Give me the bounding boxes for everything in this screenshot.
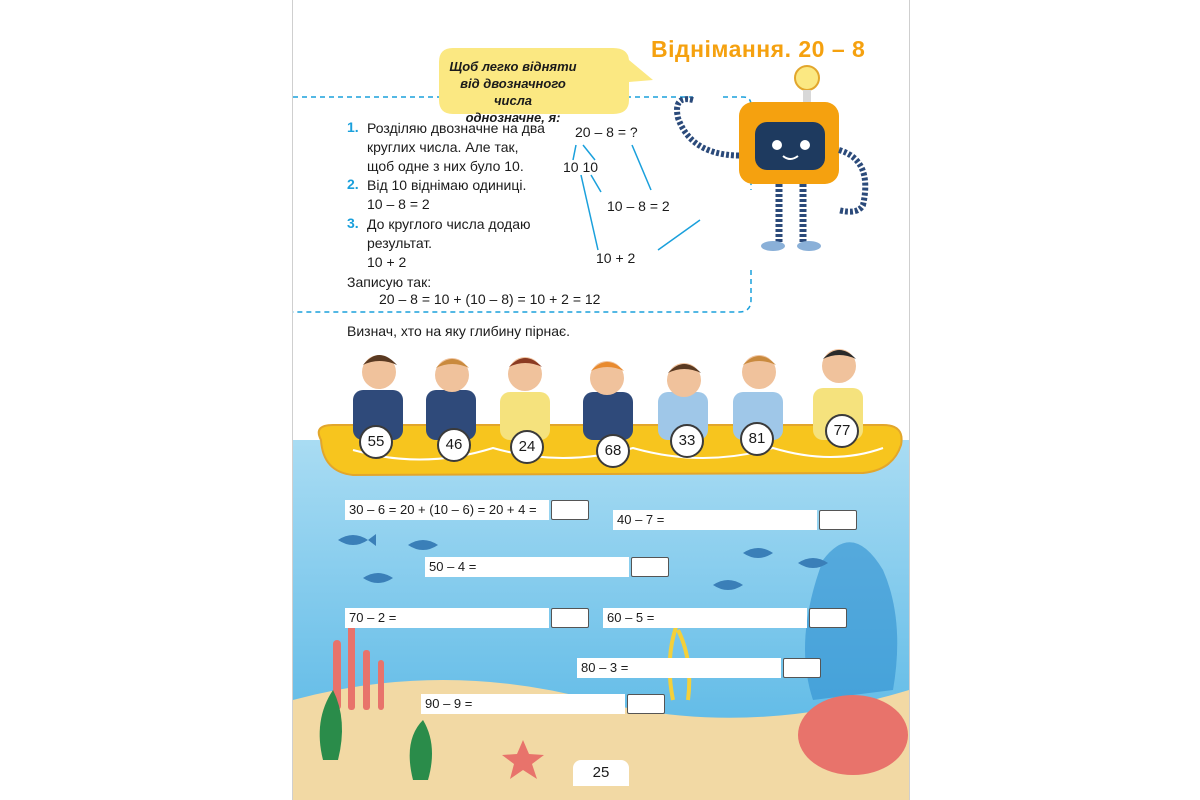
equation-label: 50 – 4 =: [425, 557, 629, 577]
step-line: щоб одне з них було 10.: [367, 158, 524, 174]
step-line: 10 – 8 = 2: [367, 196, 430, 212]
equation-label: 60 – 5 =: [603, 608, 807, 628]
diver-number: 81: [740, 422, 774, 456]
speech-bubble-text: [443, 58, 583, 126]
page-number: 25: [573, 760, 629, 786]
diver-number: 46: [437, 428, 471, 462]
speech-line: від двозначного числа: [460, 76, 566, 108]
diver-number: 68: [596, 434, 630, 468]
answer-box[interactable]: [819, 510, 857, 530]
coral-right: [798, 695, 908, 775]
step-text: [367, 119, 545, 176]
step-number: 3.: [347, 215, 359, 231]
scheme-top: 20 – 8 = ?: [575, 124, 638, 140]
diver-number: 24: [510, 430, 544, 464]
equation-label: 70 – 2 =: [345, 608, 549, 628]
step-number: 2.: [347, 176, 359, 192]
step-text: [367, 215, 531, 272]
equation-label: 30 – 6 = 20 + (10 – 6) = 20 + 4 =: [345, 500, 549, 520]
answer-box[interactable]: [627, 694, 665, 714]
step-line: Розділяю двозначне на два: [367, 120, 545, 136]
step-text: [367, 176, 526, 214]
record-formula: 20 – 8 = 10 + (10 – 8) = 10 + 2 = 12: [379, 291, 601, 307]
diver-number: 55: [359, 425, 393, 459]
answer-box[interactable]: [783, 658, 821, 678]
step-line: Від 10 віднімаю одиниці.: [367, 177, 527, 193]
page-title: Віднімання. 20 – 8: [651, 36, 866, 62]
step-line: До круглого числа додаю: [367, 216, 531, 232]
step-number: 1.: [347, 119, 359, 135]
scheme-middle: 10 – 8 = 2: [607, 198, 670, 214]
diver-number: 77: [825, 414, 859, 448]
equation-label: 80 – 3 =: [577, 658, 781, 678]
workbook-page: [292, 0, 910, 800]
equation-label: 90 – 9 =: [421, 694, 625, 714]
answer-box[interactable]: [631, 557, 669, 577]
step-line: круглих числа. Але так,: [367, 139, 519, 155]
scheme-split: 10 10: [563, 159, 599, 175]
equation-label: 40 – 7 =: [613, 510, 817, 530]
speech-line: Щоб легко відняти: [449, 59, 577, 74]
diver-number: 33: [670, 424, 704, 458]
answer-box[interactable]: [809, 608, 847, 628]
robot-illustration: [677, 66, 865, 251]
scheme-bottom: 10 + 2: [596, 250, 636, 266]
step-line: результат.: [367, 235, 433, 251]
speech-line: однозначне, я:: [465, 110, 561, 125]
answer-box[interactable]: [551, 608, 589, 628]
answer-box[interactable]: [551, 500, 589, 520]
task-instruction: Визнач, хто на яку глибину пірнає.: [347, 323, 571, 339]
record-label: Записую так:: [347, 274, 432, 290]
step-line: 10 + 2: [367, 254, 407, 270]
